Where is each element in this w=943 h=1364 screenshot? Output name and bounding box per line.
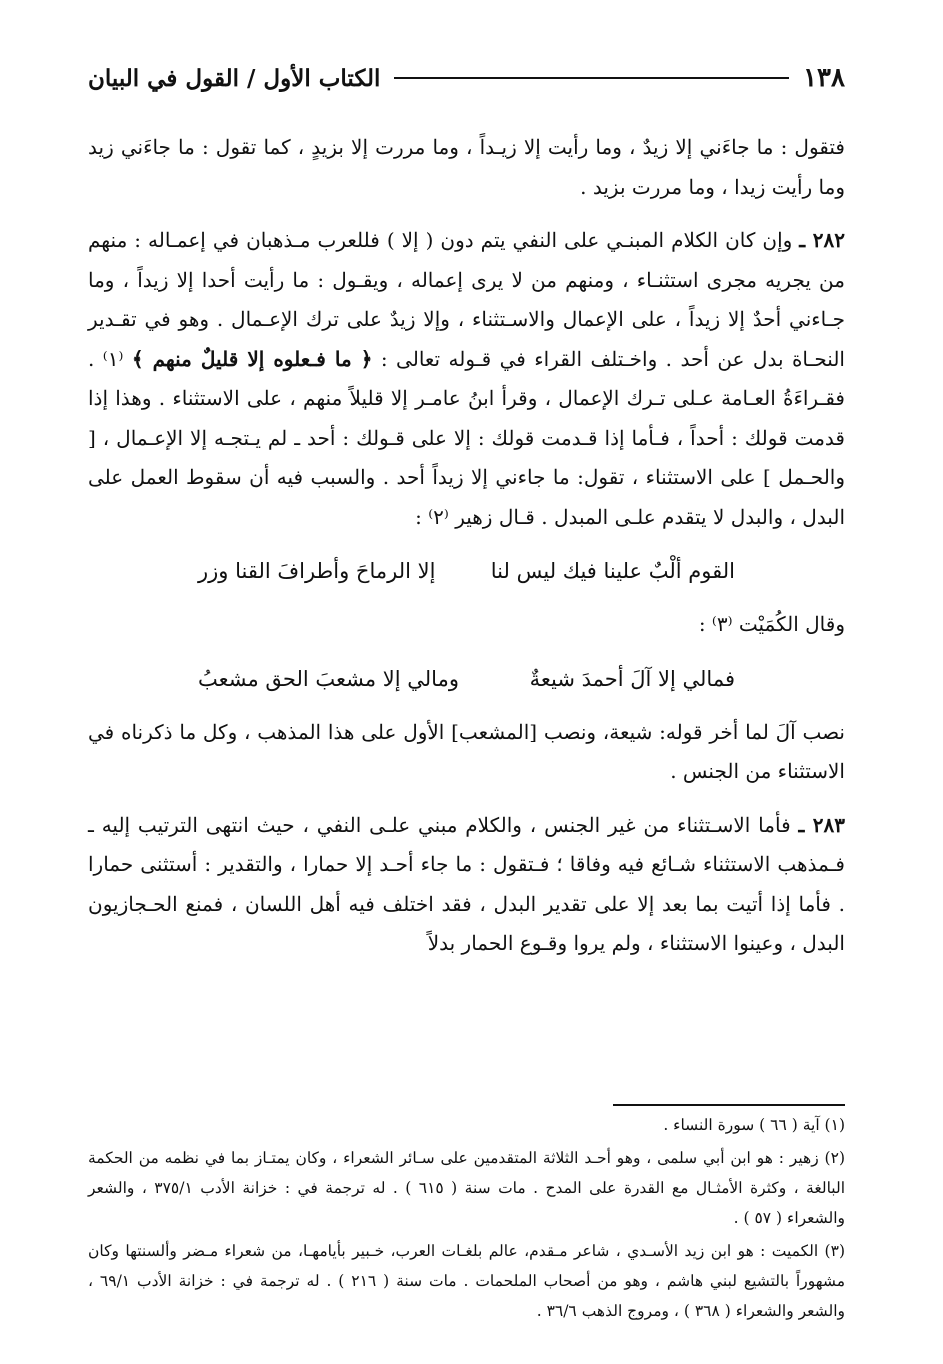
poetry-verse-1: [198, 551, 735, 591]
paragraph-3: نصب آلَ لما أخر قوله: شيعة، ونصب [المشعب] الأول على هذا المذهب ، وكل ما ذكرناه في الاستثناء من الجنس .: [88, 719, 845, 783]
verse-first-hemistich: القوم ألْبٌ علينا فيك ليس لنا: [490, 559, 735, 583]
verse-second-hemistich: إلا الرماحَ وأطرافَ القنا وزر: [198, 559, 436, 583]
main-text: [88, 128, 845, 978]
page-number: ١٣٨: [803, 63, 845, 93]
paragraph-282: [88, 221, 845, 537]
footnote-rule: [613, 1104, 845, 1106]
book-title: الكتاب الأول / القول في البيان: [88, 64, 381, 92]
footnote-2: (٢) زهير : هو ابن أبي سلمى ، وهو أحـد الثلاثة المتقدمين على سـائر الشعراء ، وكان يمتـاز بما في نظمه من الحكمة البالغة ، وكثرة الأمثـال مع القدرة على المدح . مات سنة ( ٦١٥ ) . له ترجمة في : خزانة الأدب ٣٧٥/١ ، والشعر والشعراء ( ٥٧ ) .: [88, 1149, 845, 1227]
paragraph-text: فأما الاسـتثناء من غير الجنس ، والكلام مبني علـى النفي ، حيث انتهى الترتيب إليه ـ فـمذهب الاستثناء شـائع فيه وفاقا ؛ فـتقول : ما جاء أحـد إلا حمارا ، والتقدير : أستثنى حمارا . فأما إذا أتيت بما بعد إلا على تقدير البدل ، فقد اختلف فيه أهل اللسان ، فمنع الحـجازيون البدل ، وعينوا الاستثناء ، ولم يروا وقـوع الحمار بدلاً: [88, 812, 845, 955]
footnote-1: (١) آية ( ٦٦ ) سورة النساء .: [663, 1116, 845, 1134]
footnotes: [88, 1110, 845, 1329]
verse-first-hemistich: فمالي إلا آلَ أحمدَ شيعةٌ: [529, 666, 735, 691]
quran-quote: ﴿ ما فـعلوه إلا قليلٌ منهم ﴾: [131, 346, 373, 371]
paragraph-number: ٢٨٣ ـ: [798, 812, 846, 837]
paragraph-text: وإن كان الكلام المبنـي على النفي يتم دون ( إلا ) فللعرب مـذهبان في إعمـاله : منهم من يجريه مجرى استثنـاء ، ومنهم من لا يرى إعماله ، ويقـول : ما رأيت أحدا إلا زيداً ، وما جـاءني أحدٌ إلا زيداً ، على الإعمال والاسـتثناء ، وإلا زيدٌ على ترك الإعـمال . وهو في تقـدير النحـاة بدل عن أحد . واخـتلف القراء في قـوله تعالى :: [88, 228, 845, 371]
paragraph-text: ⁽١⁾ . فقـراءَةُ العـامة عـلى تـرك الإعمال ، وقرأ ابنُ عامـر إلا قليلاً منهم ، على الاستثناء . وهذا إذا قدمت قولك : أحداً ، فـأما إذا قـدمت قولك : إلا على قـولك : أحد ـ لم يـتجـه إلا الإعـمال ، [ والحـمل ] على الاستثناء ، تقول: ما جاءني إلا زيداً أحد . والسبب فيه أن سقوط العمل على البدل ، والبدل لا يتقدم علـى المبدل . قـال زهير ⁽٢⁾ :: [88, 346, 845, 529]
verse-intro: وقال الكُمَيْت ⁽٣⁾ :: [698, 612, 845, 636]
paragraph-283: [88, 806, 845, 964]
header-rule: [394, 77, 789, 79]
verse-second-hemistich: ومالي إلا مشعبَ الحق مشعبُ: [198, 666, 459, 691]
running-header: [88, 58, 845, 98]
poetry-verse-2: [198, 659, 735, 699]
paragraph-1: فتقول : ما جاءَني إلا زيدٌ ، وما رأيت إلا زيـداً ، وما مررت إلا بزيدٍ ، كما تقول : ما جاءَني زيد وما رأيت زيدا ، وما مررت بزيد .: [88, 135, 845, 199]
footnote-3: (٣) الكميت : هو ابن زيد الأسـدي ، شاعر مـقدم، عالم بلغـات العرب، خـبير بأيامهـا، من شعراء مـضر وألسنتها وكان مشهوراً بالتشيع لبني هاشم ، وهو من أصحاب الملحمات . مات سنة ( ٢١٦ ) . له ترجمة في : خزانة الأدب ٦٩/١ ، والشعر والشعراء ( ٣٦٨ ) ، ومروج الذهب ٣٦/٦ .: [88, 1242, 846, 1320]
paragraph-number: ٢٨٢ ـ: [799, 228, 845, 252]
